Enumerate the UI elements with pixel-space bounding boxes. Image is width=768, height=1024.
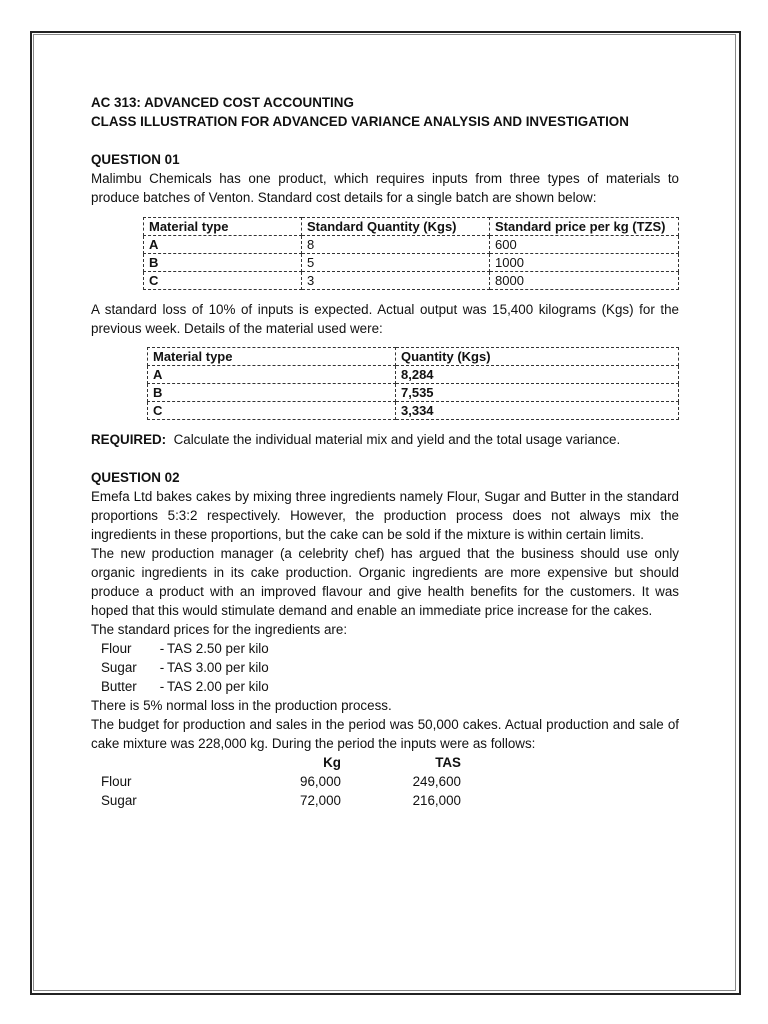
- question-02-heading: QUESTION 02: [91, 470, 180, 485]
- input-name: Flour: [101, 774, 132, 789]
- prices-intro: The standard prices for the ingredients are:: [91, 622, 348, 637]
- table-cell: 5: [302, 254, 490, 272]
- table-row: [144, 254, 679, 272]
- table-cell: 8000: [490, 272, 679, 290]
- table-cell: 600: [490, 236, 679, 254]
- table-cell: 3,334: [396, 402, 679, 420]
- table-header-cell: Quantity (Kgs): [396, 348, 679, 366]
- question-02-para-1: Emefa Ltd bakes cakes by mixing three ingredients namely Flour, Sugar and Butter in the standard proportions 5:3:2 respectively. However, the production process does not always mix the ingredients in these proportions, but the cake can be sold if the mixture is within certain limits.: [91, 489, 679, 542]
- table-header-cell: Material type: [144, 218, 302, 236]
- price-line: [91, 639, 679, 658]
- ingredient-price: TAS 2.50 per kilo: [167, 641, 269, 656]
- input-name: Sugar: [101, 793, 137, 808]
- document-body: [91, 93, 679, 810]
- table-cell: 1000: [490, 254, 679, 272]
- table-cell: C: [144, 272, 302, 290]
- required-statement: [91, 430, 679, 449]
- input-kg: 72,000: [300, 793, 341, 808]
- table-cell: 8,284: [396, 366, 679, 384]
- table-row: [144, 272, 679, 290]
- table-header-row: [144, 218, 679, 236]
- price-line: [91, 677, 679, 696]
- table-cell: C: [148, 402, 396, 420]
- standard-cost-table: [143, 217, 679, 290]
- table-cell: B: [148, 384, 396, 402]
- question-02-para-2: The new production manager (a celebrity chef) has argued that the business should use only organic ingredients in its cake production. Organic ingredients are more expensive but should produce a product with an improved flavour and give health benefits for the customers. It was hoped that this would stimulate demand and enable an immediate price increase for the cakes.: [91, 546, 679, 618]
- ingredient-price: TAS 2.00 per kilo: [167, 679, 269, 694]
- table-cell: B: [144, 254, 302, 272]
- table-row: [144, 236, 679, 254]
- table-header-cell: Material type: [148, 348, 396, 366]
- table-cell: 3: [302, 272, 490, 290]
- required-label: REQUIRED:: [91, 432, 167, 447]
- table-header-cell: Standard price per kg (TZS): [490, 218, 679, 236]
- price-dash: -: [159, 660, 165, 675]
- document-subtitle: CLASS ILLUSTRATION FOR ADVANCED VARIANCE ANALYSIS AND INVESTIGATION: [91, 114, 629, 129]
- table-row: [148, 384, 679, 402]
- inputs-table: [91, 753, 679, 810]
- inputs-header-kg: Kg: [323, 755, 341, 770]
- required-text: Calculate the individual material mix and yield and the total usage variance.: [173, 432, 621, 447]
- input-tas: 249,600: [412, 774, 461, 789]
- price-dash: -: [159, 641, 165, 656]
- ingredient-name: Butter: [101, 679, 137, 694]
- normal-loss-text: There is 5% normal loss in the production process.: [91, 698, 392, 713]
- question-01-intro: Malimbu Chemicals has one product, which requires inputs from three types of materials to produce batches of Venton. Standard cost details for a single batch are shown below:: [91, 171, 679, 205]
- ingredient-name: Sugar: [101, 660, 137, 675]
- inputs-header-tas: TAS: [435, 755, 461, 770]
- table-row: [148, 402, 679, 420]
- material-used-table: [147, 347, 679, 420]
- question-01-heading: QUESTION 01: [91, 152, 180, 167]
- price-dash: -: [159, 679, 165, 694]
- table-header-cell: Standard Quantity (Kgs): [302, 218, 490, 236]
- course-title: AC 313: ADVANCED COST ACCOUNTING: [91, 95, 354, 110]
- input-kg: 96,000: [300, 774, 341, 789]
- table-cell: 8: [302, 236, 490, 254]
- table-header-row: [148, 348, 679, 366]
- budget-text: The budget for production and sales in the period was 50,000 cakes. Actual production and sale of cake mixture was 228,000 kg. During the period the inputs were as follows:: [91, 717, 679, 751]
- table-cell: A: [144, 236, 302, 254]
- ingredient-name: Flour: [101, 641, 132, 656]
- table-row: [148, 366, 679, 384]
- standard-loss-text: A standard loss of 10% of inputs is expected. Actual output was 15,400 kilograms (Kgs) for the previous week. Details of the material used were:: [91, 302, 679, 336]
- input-tas: 216,000: [412, 793, 461, 808]
- table-cell: A: [148, 366, 396, 384]
- table-cell: 7,535: [396, 384, 679, 402]
- ingredient-price: TAS 3.00 per kilo: [167, 660, 269, 675]
- price-line: [91, 658, 679, 677]
